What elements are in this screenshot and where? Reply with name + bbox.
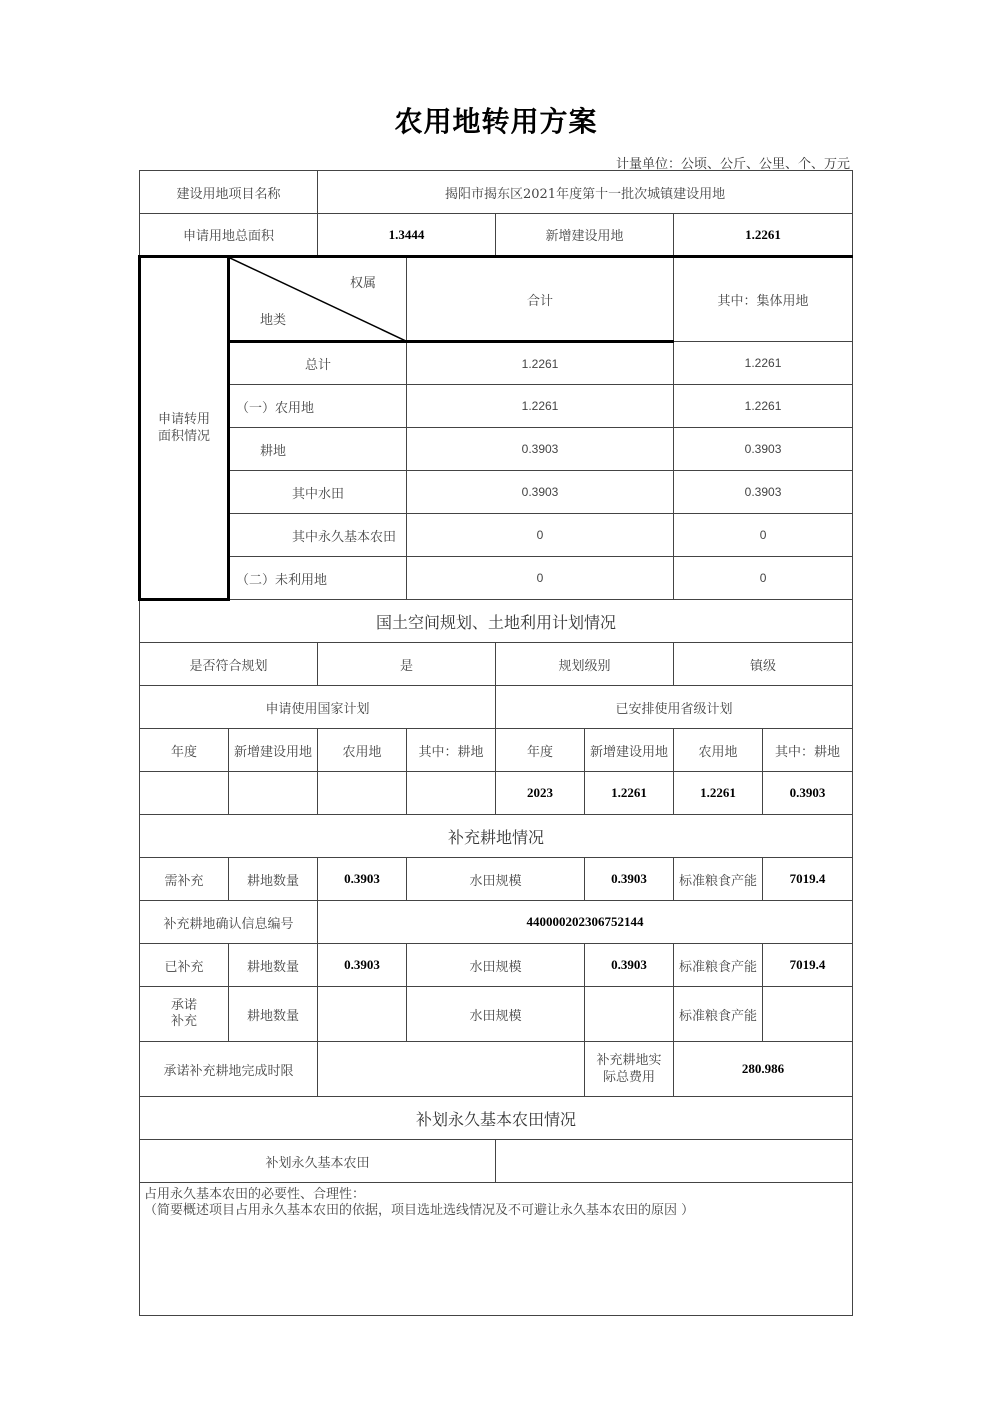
plan-value (318, 772, 407, 815)
basic-farmland-section-title: 补划永久基本农田情况 (140, 1097, 853, 1140)
row-label: （一）农用地 (229, 385, 407, 428)
promise-time-label: 承诺补充耕地完成时限 (140, 1042, 318, 1097)
conversion-form (138, 170, 853, 1316)
qty-label: 耕地数量 (229, 858, 318, 901)
done-qty-value: 0.3903 (318, 944, 407, 987)
grain-label: 标准粮食产能 (674, 944, 763, 987)
cost-label: 补充耕地实际总费用 (585, 1042, 674, 1097)
row-total: 0 (407, 514, 674, 557)
page-title: 农用地转用方案 (394, 105, 598, 138)
plan-value (140, 772, 229, 815)
plan-header: 其中：耕地 (407, 729, 496, 772)
new-construction-label: 新增建设用地 (496, 214, 674, 257)
qty-label: 耕地数量 (229, 944, 318, 987)
col-collective-header: 其中：集体用地 (674, 257, 853, 342)
row-collective: 0.3903 (674, 471, 853, 514)
plan-header: 其中：耕地 (763, 729, 853, 772)
diagonal-line (230, 258, 407, 342)
planning-section-title: 国土空间规划、土地利用计划情况 (140, 600, 853, 643)
row-collective: 1.2261 (674, 385, 853, 428)
need-supplement-label: 需补充 (140, 858, 229, 901)
ownership-label: 权属 (350, 276, 377, 291)
need-qty-value: 0.3903 (318, 858, 407, 901)
confirm-code-value: 440000202306752144 (318, 901, 853, 944)
plan-header: 农用地 (674, 729, 763, 772)
new-construction-value: 1.2261 (674, 214, 853, 257)
diagonal-header (229, 257, 407, 342)
row-total: 0 (407, 557, 674, 600)
row-label: 总计 (229, 342, 407, 385)
plan-value (407, 772, 496, 815)
unit-note: 计量单位：公顷、公斤、公里、个、万元 (615, 157, 850, 172)
row-label: 其中水田 (229, 471, 407, 514)
paddy-label: 水田规模 (407, 944, 585, 987)
plan-level-label: 规划级别 (496, 643, 674, 686)
row-collective: 1.2261 (674, 342, 853, 385)
plan-header: 新增建设用地 (229, 729, 318, 772)
row-label: 其中永久基本农田 (229, 514, 407, 557)
paddy-label: 水田规模 (407, 987, 585, 1042)
done-paddy-value: 0.3903 (585, 944, 674, 987)
promise-time-value (318, 1042, 585, 1097)
promise-grain-value (763, 987, 853, 1042)
national-plan-label: 申请使用国家计划 (140, 686, 496, 729)
row-total: 1.2261 (407, 342, 674, 385)
col-total-header: 合计 (407, 257, 674, 342)
cost-value: 280.986 (674, 1042, 853, 1097)
grain-label: 标准粮食产能 (674, 858, 763, 901)
basic-farmland-label: 补划永久基本农田 (140, 1140, 496, 1183)
plan-header: 年度 (496, 729, 585, 772)
qty-label: 耕地数量 (229, 987, 318, 1042)
need-grain-value: 7019.4 (763, 858, 853, 901)
plan-level-value: 镇级 (674, 643, 853, 686)
farmland-note-line2: （简要概述项目占用永久基本农田的依据，项目选址选线情况及不可避让永久基本农田的原因 ） (144, 1203, 695, 1218)
row-total: 0.3903 (407, 428, 674, 471)
grain-label: 标准粮食产能 (674, 987, 763, 1042)
row-total: 1.2261 (407, 385, 674, 428)
landtype-label: 地类 (260, 313, 287, 328)
basic-farmland-value (496, 1140, 853, 1183)
row-label: 耕地 (229, 428, 407, 471)
farmland-note (140, 1183, 853, 1316)
project-name-label: 建设用地项目名称 (140, 171, 318, 214)
promise-qty-value (318, 987, 407, 1042)
confirm-code-label: 补充耕地确认信息编号 (140, 901, 318, 944)
plan-header: 农用地 (318, 729, 407, 772)
total-area-label: 申请用地总面积 (140, 214, 318, 257)
plan-value: 0.3903 (763, 772, 853, 815)
farmland-note-line1: 占用永久基本农田的必要性、合理性： (144, 1187, 366, 1202)
conversion-side-label: 申请转用面积情况 (140, 257, 229, 600)
provincial-plan-label: 已安排使用省级计划 (496, 686, 853, 729)
plan-header: 年度 (140, 729, 229, 772)
conform-plan-label: 是否符合规划 (140, 643, 318, 686)
promise-supplement-label: 承诺补充 (140, 987, 229, 1042)
row-label: （二）未利用地 (229, 557, 407, 600)
paddy-label: 水田规模 (407, 858, 585, 901)
done-supplement-label: 已补充 (140, 944, 229, 987)
plan-value (229, 772, 318, 815)
conform-plan-value: 是 (318, 643, 496, 686)
row-total: 0.3903 (407, 471, 674, 514)
need-paddy-value: 0.3903 (585, 858, 674, 901)
done-grain-value: 7019.4 (763, 944, 853, 987)
plan-header: 新增建设用地 (585, 729, 674, 772)
project-name-value: 揭阳市揭东区2021年度第十一批次城镇建设用地 (318, 171, 853, 214)
plan-value: 1.2261 (674, 772, 763, 815)
plan-value: 1.2261 (585, 772, 674, 815)
promise-paddy-value (585, 987, 674, 1042)
total-area-value: 1.3444 (318, 214, 496, 257)
plan-value: 2023 (496, 772, 585, 815)
row-collective: 0.3903 (674, 428, 853, 471)
supplement-section-title: 补充耕地情况 (140, 815, 853, 858)
row-collective: 0 (674, 514, 853, 557)
row-collective: 0 (674, 557, 853, 600)
